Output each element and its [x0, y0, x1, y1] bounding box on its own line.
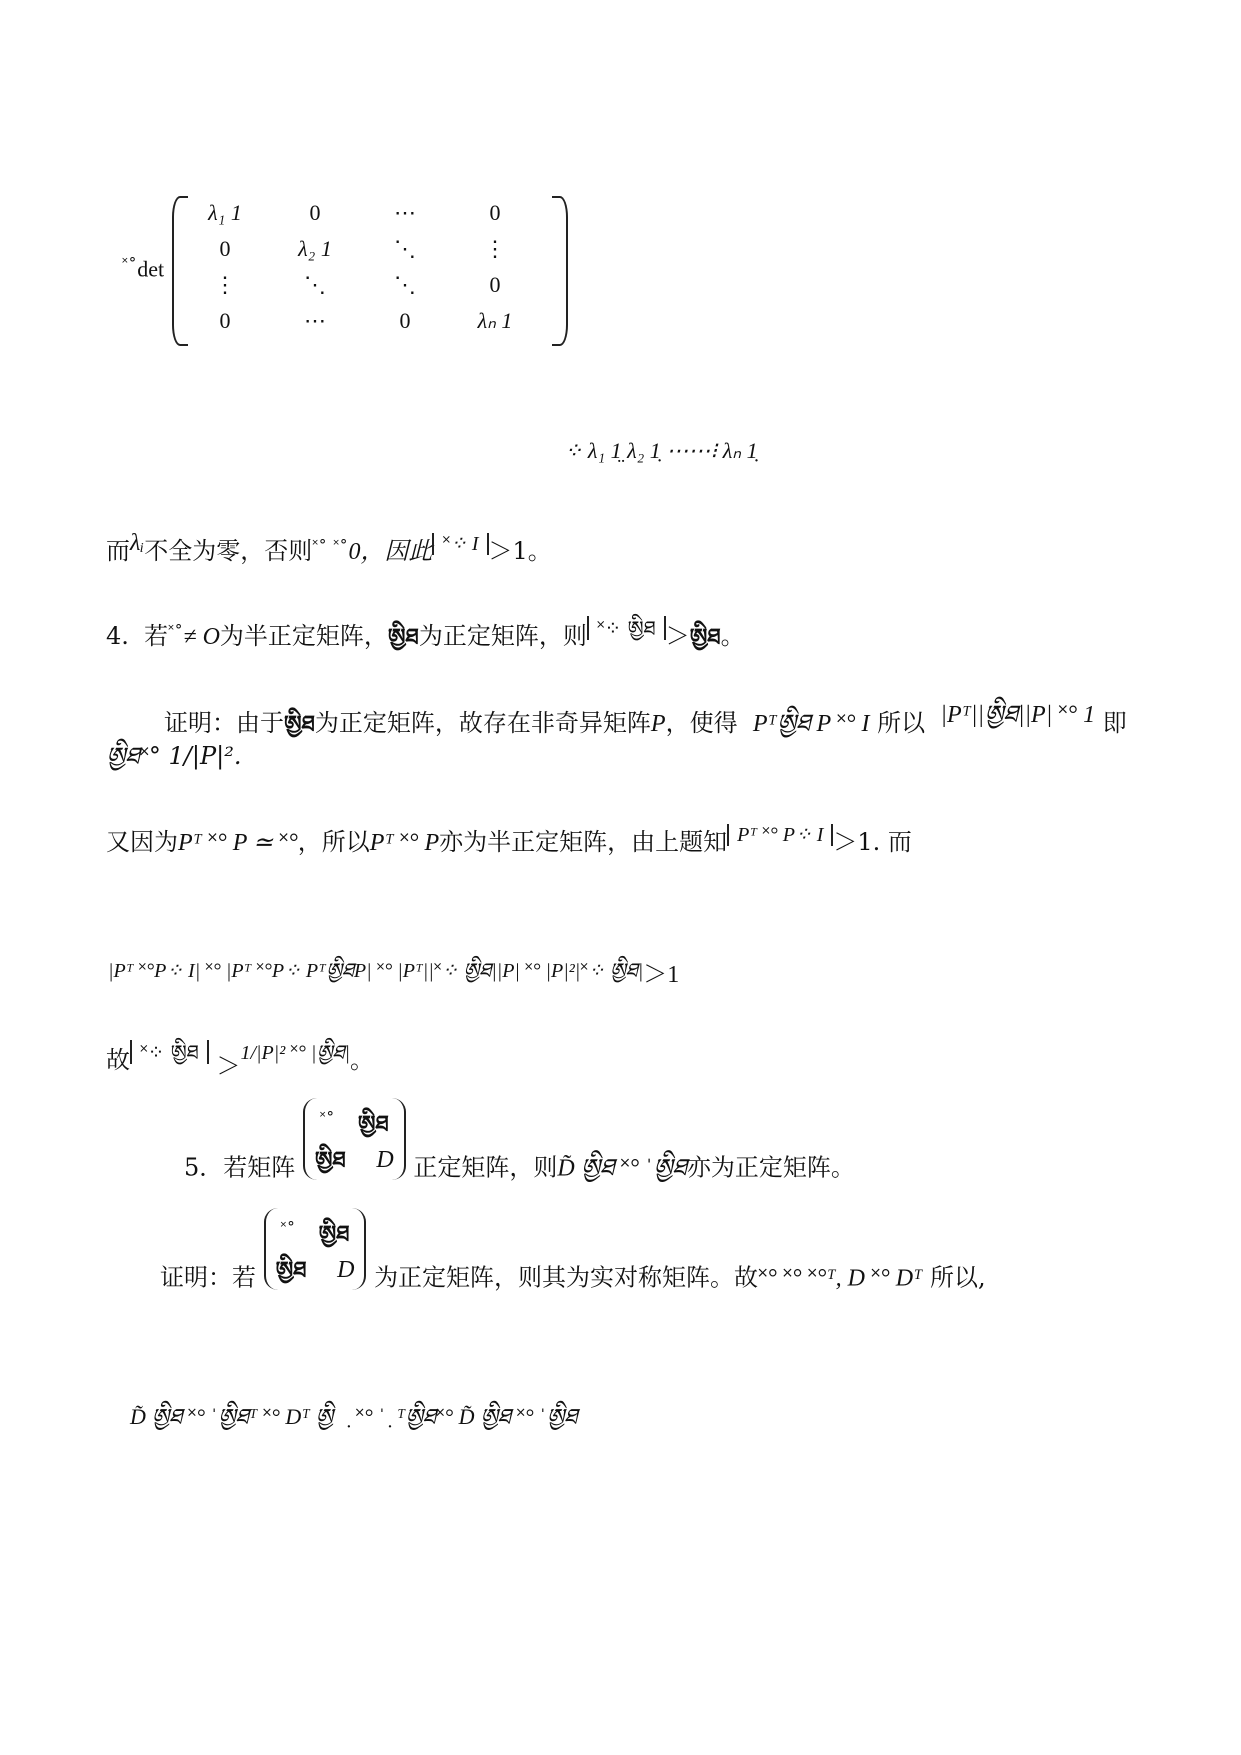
matrix-entry: ཨྱིཐ: [275, 1258, 307, 1283]
text: 。: [720, 622, 745, 650]
text: ＞1. 而: [833, 828, 912, 856]
item-5-statement: [184, 1098, 855, 1209]
long-equation: [108, 948, 679, 1004]
matrix-cell: ⋱: [304, 272, 326, 297]
abs-value-expr: Pᵀ ˟° P⁘ I: [727, 824, 833, 846]
text: 为半正定矩阵，: [219, 622, 388, 650]
text: 。: [350, 1046, 374, 1074]
text: 故: [106, 1046, 130, 1074]
matrix-cell: 0: [309, 200, 321, 225]
text: 亦为正定矩阵。: [686, 1153, 855, 1182]
matrix-cell: 0: [219, 308, 231, 333]
text: ＞1: [643, 962, 680, 988]
garbled-symbol: ˟°: [168, 621, 184, 639]
final-equation: D̃ ཨྱིཐ ˟° ˈཨྱིཐᵀ ˟° Dᵀ ཨྱིཐ̣ ˟° ˈ ̣ ᵀཨྱིཐ˟° D̃ ཨྱིཐ ˟° ˈཨྱིཐ: [130, 1404, 578, 1429]
equation: Pᵀ ˟° P: [369, 830, 440, 856]
text-line-because: [106, 822, 912, 857]
text: 而: [106, 537, 130, 565]
matrix-entry: ˟°: [280, 1218, 296, 1236]
abs-value-expr: ˟⁘ ཨྱིཐ: [587, 616, 666, 640]
text: 为正定矩阵，则: [418, 622, 587, 650]
lambda-symbol: λᵢ: [130, 530, 145, 556]
text: 不全为零，否则: [144, 537, 313, 565]
matrix-cell: 0: [219, 236, 231, 261]
text-line-therefore: [106, 1030, 374, 1086]
text: .: [233, 742, 242, 770]
text: ，使得: [665, 709, 738, 737]
equation: ཨྱིཐ˟° 1/|P|²: [106, 742, 234, 770]
equation: Pᵀཨྱིཐ P ˟° I: [752, 711, 870, 737]
det-operator: det: [137, 256, 165, 282]
text-line-nonzero: [106, 530, 552, 566]
matrix-P: P: [650, 711, 666, 737]
matrix-cell: λ₂ 1: [298, 236, 332, 261]
text: 为正定矩阵，则其为实对称矩阵。故: [374, 1263, 759, 1292]
matrix-cell: ⋯: [304, 308, 326, 333]
equation: Pᵀ ˟° P ≃ ˟°: [178, 830, 298, 856]
text: 所以: [877, 709, 926, 737]
text: ＞: [665, 622, 690, 650]
matrix-cell: λₙ 1: [477, 308, 513, 333]
proof-4-line1: [164, 688, 1127, 764]
neq-zero: ≠ O: [183, 624, 220, 650]
determinant-product: ⁘ λ₁ 1̤ λ₂ 1̣ ⋯⋯⁝ λₙ 1̣: [564, 438, 758, 463]
text: 0，因此: [348, 539, 433, 565]
text: 证明：若: [160, 1263, 256, 1292]
text: 所以,: [929, 1263, 986, 1292]
matrix-cell: 0: [489, 272, 501, 297]
garbled-glyph: ཨྱིཐ: [689, 625, 721, 650]
block-matrix: [264, 1208, 367, 1290]
matrix-cell: ⋱: [394, 272, 416, 297]
matrix-entry: ཨྱིཐ: [314, 1148, 346, 1173]
equation: 1/|P|² ˟° |ཨྱིཐ|: [240, 1042, 350, 1064]
matrix-entry: D: [376, 1147, 394, 1173]
garbled-symbol: ˟° ˟°: [312, 536, 349, 554]
text: 证明：由于: [164, 709, 284, 737]
item-number: 4.: [106, 622, 129, 650]
text: ＞1。: [488, 537, 552, 565]
matrix-cell: 0: [489, 200, 501, 225]
matrix-prefix: [122, 254, 164, 282]
garbled-glyph: ཨྱིཐ: [387, 625, 419, 650]
text: ，所以: [297, 828, 370, 856]
matrix-grid: [190, 196, 550, 342]
equation: |Pᵀ||ཨྱིཐ||P| ˟° 1: [940, 702, 1096, 728]
matrix-entry: ཨྱིཐ: [357, 1112, 389, 1137]
text: ＞: [216, 1051, 241, 1080]
equation: ˟° ˟° ˟°ᵀ, D ˟° Dᵀ: [758, 1265, 923, 1292]
matrix-cell: ⋮: [214, 272, 236, 297]
text: 5．若矩阵: [184, 1153, 296, 1182]
text: 即: [1102, 709, 1127, 737]
matrix-cell: 0: [399, 308, 411, 333]
text: 为正定矩阵，故存在非奇异矩阵: [314, 709, 651, 737]
matrix-cell: λ₁ 1: [208, 200, 242, 225]
abs-value-expr: ˟⁘ ཨྱིཐ: [130, 1040, 209, 1064]
abs-value-expr: ˟⁘ I: [432, 533, 488, 555]
matrix-entry: ཨྱིཐ: [318, 1222, 350, 1247]
matrix-entry: ˟°: [319, 1108, 336, 1126]
text: 正定矩阵，则: [413, 1153, 558, 1182]
text: 若: [144, 622, 169, 650]
block-matrix: [303, 1098, 406, 1180]
matrix-expression: [122, 196, 513, 344]
garbled-symbol: ˟°: [122, 254, 138, 272]
proof-5-line1: [160, 1208, 986, 1293]
garbled-glyph: ཨྱིཐ: [284, 712, 315, 737]
equation: |Pᵀ ˟°P⁘ I| ˟° |Pᵀ ˟°P⁘ PᵀཨྱིཐP| ˟° |Pᵀ||˟⁘ ཨྱིཐ||P| ˟° |P|²|˟⁘ ཨྱིཐ|: [108, 960, 644, 982]
proof-4-line2: [106, 730, 241, 797]
text: 又因为: [106, 828, 178, 856]
equation: D̃ ཨྱིཐ ˟° ˈཨྱིཐ: [557, 1155, 687, 1182]
matrix-cell: ⋯: [394, 200, 416, 225]
matrix-cell: ⋱: [394, 236, 416, 261]
matrix-right-paren: [552, 196, 568, 346]
text: 亦为半正定矩阵，由上题知: [439, 828, 728, 856]
item-4-statement: [106, 606, 745, 674]
matrix-cell: ⋮: [484, 236, 506, 261]
matrix-entry: D: [337, 1257, 355, 1283]
matrix-left-paren: [172, 196, 188, 346]
